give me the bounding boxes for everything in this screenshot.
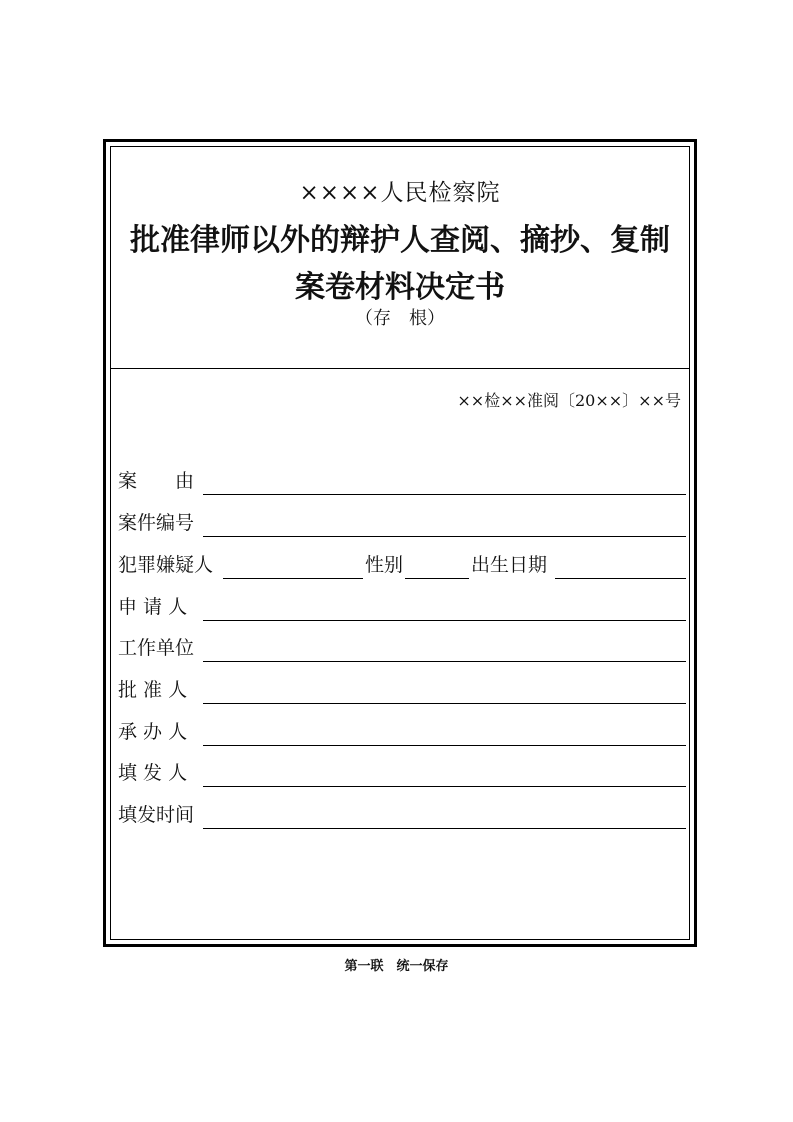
field-case-number <box>118 511 686 537</box>
document-number: ××检××准阅〔20××〕××号 <box>457 391 681 410</box>
field-issuer <box>118 761 686 787</box>
form-header <box>111 147 689 369</box>
copy-label-footer: 第一联 统一保存 <box>344 959 449 974</box>
issuer-label: 填 发 人 <box>118 762 188 784</box>
case-number-label: 案件编号 <box>118 512 195 534</box>
handler-label: 承 办 人 <box>118 721 188 743</box>
gender-line[interactable] <box>405 578 469 579</box>
birth-date-label: 出生日期 <box>471 554 548 576</box>
stub-label: （存 根） <box>355 308 445 329</box>
document-title-line1: 批准律师以外的辩护人查阅、摘抄、复制 <box>130 223 670 258</box>
field-handler <box>118 720 686 746</box>
issue-time-label: 填发时间 <box>118 804 195 826</box>
issue-time-line[interactable] <box>203 828 686 829</box>
approver-line[interactable] <box>203 703 686 704</box>
work-unit-label: 工作单位 <box>118 637 195 659</box>
field-applicant <box>118 595 686 621</box>
organization-name: ××××人民检察院 <box>299 180 501 206</box>
case-reason-label: 案 由 <box>118 470 195 492</box>
form-inner-frame <box>110 146 690 940</box>
approver-label: 批 准 人 <box>118 679 188 701</box>
applicant-label: 申 请 人 <box>118 596 188 618</box>
work-unit-line[interactable] <box>203 661 686 662</box>
case-reason-line[interactable] <box>203 494 686 495</box>
field-suspect <box>118 553 686 579</box>
issuer-line[interactable] <box>203 786 686 787</box>
field-case-reason <box>118 469 686 495</box>
form-outer-frame <box>103 139 697 947</box>
document-title-line2: 案卷材料决定书 <box>295 270 505 305</box>
birth-date-line[interactable] <box>555 578 686 579</box>
field-work-unit <box>118 636 686 662</box>
gender-label: 性别 <box>365 554 404 576</box>
field-approver <box>118 678 686 704</box>
case-number-line[interactable] <box>203 536 686 537</box>
suspect-label: 犯罪嫌疑人 <box>118 554 214 576</box>
suspect-line[interactable] <box>223 578 363 579</box>
handler-line[interactable] <box>203 745 686 746</box>
applicant-line[interactable] <box>203 620 686 621</box>
field-issue-time <box>118 803 686 829</box>
